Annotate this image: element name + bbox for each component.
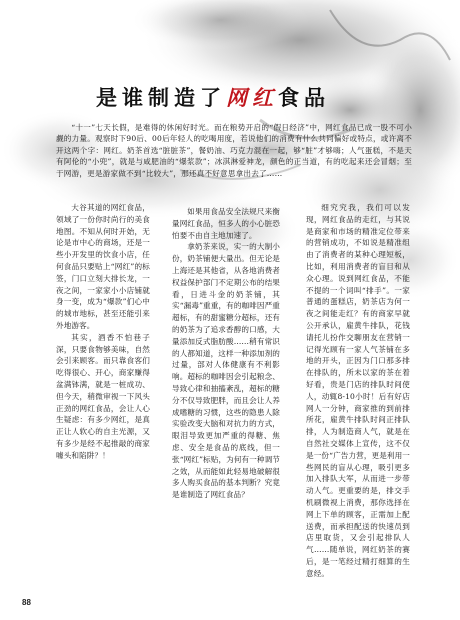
title-highlight: 网红 [226, 85, 278, 110]
page-number: 88 [22, 598, 31, 607]
col2-paragraph-1: 如果用食品安全法规尺来衡量网红食品，恒多人的小心脏恐怕要不由自主地加速了。 [172, 207, 280, 240]
col3-paragraph-1: 细究究我，我们可以发现，网红食品的走红，与其说是商家和市场的精准定位带来的营销成功，不如说是精准组由了消费者的某种心理短板，比如，利用消费者的盲目和从众心理。说到网红食品，不能不提的一个词叫“排手”。一家普通的蛋糕店，奶茶店为何一夜之间能走红？有的商家早就公开承认，雇黄牛排队，花钱请托儿扮作交聊朋友在营销一记得光顾有一家人气茶铺在多地的开头，正因为门口那多排在排队的，所未以家的茶在着好看，贵是门店的排队时间使人，动辄8-10小时！后有好店网人一分钟，商家推的到前排所花，雇黄牛排队时间正排队排，人为制造商人气，就是在自然社交媒体上宣传，这不仅是一份“广告力营，更是利用一些网民的盲从心理，吸引更多加入排队大军，从而进一步带动人气。更重要的是，排交手机刷微视上消费，那你选择在网上下单的顾客，正需加上配送费，而承担配送的快速员到店里取货，又会引起排队人气……随单说，网红奶茶的赛后，是一笔经过精打细算的生意经。 [306, 203, 410, 578]
article-title [96, 82, 330, 112]
intro-paragraph: “十一”七天长假，是难得的休闲好时光。而在粮势开启的“假日经济”中，网红食品已成一股不可小觑的力量。观察时下90后、00后年轻人的吃喝用度，若说他们的消费有什么共同偏好或特点，或许离不开这两个字：网红。奶茶首选“脏脏茶”，餐奶油、巧克力混在一起，够“脏”才够嗨；人气蛋糕，不是天有阿伦的“小兜”，就是与咸肥油的“爆浆款”；冰淇淋爱神龙，颜色的正当道，有的吃起来还会冒烟；至于网游，更是游家做不到“比较大”，那还真不好意思拿出去了…… [56, 123, 412, 178]
col1-paragraph-2: 其实，酒香不怕巷子深，只要食物够美味，自然会引来顾客。而只靠食客们吃得很心、开心，商家赚得盆满钵满，就是一桩成功、但今天，稍微审视一下风头正劲的网红食品，会让人心生疑虑：有多少网红，是真正让人软心的自主光源，又有多少是经不起推敲的商家噱头和陷阱？！ [56, 332, 150, 460]
title-part1: 是谁制造了 [96, 85, 226, 110]
col2-paragraph-2: 拿奶茶来说，实一的大制小份，奶茶铺便大量出。但无论是上海还是其他省，从各地消费者权益保护部门不定期公布的结果看，日进斗金的奶茶铺，其实“漏毒”重重，有的咖啡因严重超标，有的甜蜜糖分超标，还有的奶茶为了追求香醇的口感，大量添加反式脂肪酸……稍有常识的人都知道，这样一种添加剂的过量，部对人体健康有不利影响。超标的咖啡因会引起粮念、导致心律和抽搐紊乱，超标的糖分不仅导致肥胖，而且会让人养成嗜糖的习惯，这些的隐患人除实验改变大脑和对抗力的方式，眼泪导致更加严重的得糖、焦虑、安全是食品的底线，但一张“网红”标贴，为何有一种调节之效，从而能如此轻易地破解很多人购买食品的基本判断？究竟是谁制造了网红食品？ [172, 242, 280, 500]
title-part2: 食品 [278, 85, 330, 110]
article-intro [56, 122, 412, 179]
column-left [56, 202, 150, 462]
col1-paragraph-1: 大谷其道的网红食品，领域了一份你时尚行的美食地图。不知从何时开始，无论是市中心的商场，还是一些小开发里的饮食小店，任何食品只要贴上“网红”的标签，门口立刻大排长龙，一夜之间，一家家小小店铺就身一变，成为“爆款”们心中的城市地标，甚至还能引来外地游客。 [56, 203, 150, 330]
column-right [306, 202, 410, 580]
column-middle [172, 206, 280, 501]
